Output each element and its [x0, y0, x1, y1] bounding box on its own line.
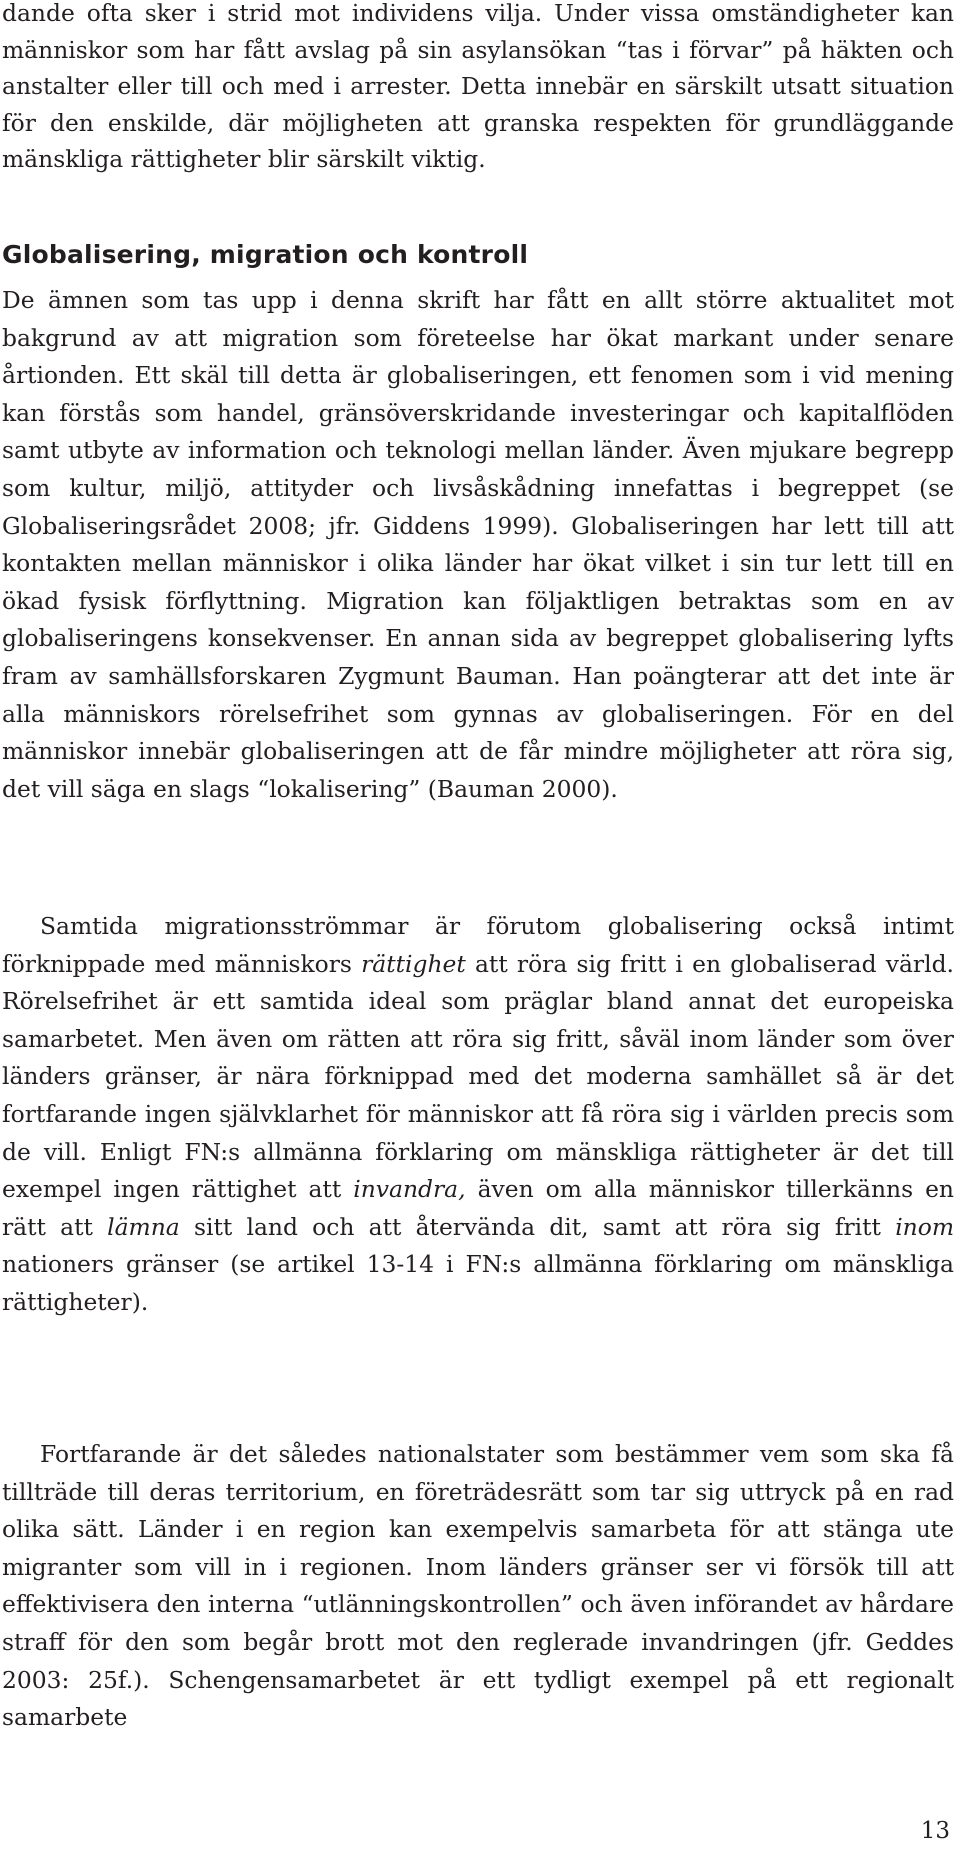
- paragraph-2-part3: även om alla människor tillerkänns en rätt att: [2, 1175, 954, 1241]
- paragraph-2-part4: sitt land och att återvända dit, samt att röra sig fritt: [179, 1212, 896, 1241]
- page-number: 13: [920, 1818, 950, 1844]
- section-heading: Globalisering, migration och kontroll: [2, 240, 529, 269]
- italic-rattighet: rättighet: [361, 949, 466, 978]
- intro-paragraph-text: dande ofta sker i strid mot individens vilja. Under vissa omständigheter kan människor som har fått avslag på sin asylansökan “tas i förvar” på häkten och anstalter eller till och med i arrester. Detta innebär en särskilt utsatt situation för den enskilde, där möjligheten att granska respekten för grundläggande mänskliga rättigheter blir särskilt viktig.: [2, 0, 954, 173]
- paragraph-2-part1: Samtida migrationsströmmar är förutom globalisering också intimt förknippade med människors: [2, 912, 954, 978]
- paragraph-globalisering: [2, 282, 954, 808]
- italic-inom: inom: [895, 1212, 954, 1241]
- italic-lamna: lämna: [107, 1212, 180, 1241]
- paragraph-nationalstater: [2, 1436, 954, 1737]
- italic-invandra: invandra,: [353, 1175, 466, 1204]
- intro-paragraph: [2, 0, 954, 178]
- paragraph-3-text: Fortfarande är det således nationalstater som bestämmer vem som ska få tillträde till deras territorium, en företrädesrätt som tar sig uttryck på en rad olika sätt. Länder i en region kan exempelvis samarbeta för att stänga ute migranter som vill in i regionen. Inom länders gränser ser vi försök till att effektivisera den interna “utlänningskontrollen” och även införandet av hårdare straff för den som begår brott mot den reglerade invandringen (jfr. Geddes 2003: 25f.). Schengensamarbetet är ett tydligt exempel på ett regionalt samarbete: [2, 1440, 954, 1732]
- paragraph-rorelsefrihet: [2, 908, 954, 1322]
- paragraph-1-text: De ämnen som tas upp i denna skrift har fått en allt större aktualitet mot bakgrund av att migration som företeelse har ökat markant under senare årtionden. Ett skäl till detta är globaliseringen, ett fenomen som i vid mening kan förstås som handel, gränsöverskridande investeringar och kapitalflöden samt utbyte av information och teknologi mellan länder. Även mjukare begrepp som kultur, miljö, attityder och livsåskådning innefattas i begreppet (se Globaliseringsrådet 2008; jfr. Giddens 1999). Globaliseringen har lett till att kontakten mellan människor i olika länder har ökat vilket i sin tur lett till en ökad fysisk förflyttning. Migration kan följaktligen betraktas som en av globaliseringens konsekvenser. En annan sida av begreppet globalisering lyfts fram av samhällsforskaren Zygmunt Bauman. Han poängterar att det inte är alla människors rörelsefrihet som gynnas av globaliseringen. För en del människor innebär globaliseringen att de får mindre möjligheter att röra sig, det vill säga en slags “lokalisering” (Bauman 2000).: [2, 286, 954, 803]
- paragraph-2-text: [2, 908, 954, 1322]
- paragraph-2-part5: nationers gränser (se artikel 13-14 i FN:s allmänna förklaring om mänskliga rättigheter).: [2, 1250, 954, 1316]
- paragraph-2-part2: att röra sig fritt i en globaliserad värld. Rörelsefrihet är ett samtida ideal som präglar bland annat det europeiska samarbetet. Men även om rätten att röra sig fritt, såväl inom länder som över länders gränser, är nära förknippad med det moderna samhället så är det fortfarande ingen självklarhet för människor att få röra sig i världen precis som de vill. Enligt FN:s allmänna förklaring om mänskliga rättigheter är det till exempel ingen rättighet att: [2, 949, 954, 1204]
